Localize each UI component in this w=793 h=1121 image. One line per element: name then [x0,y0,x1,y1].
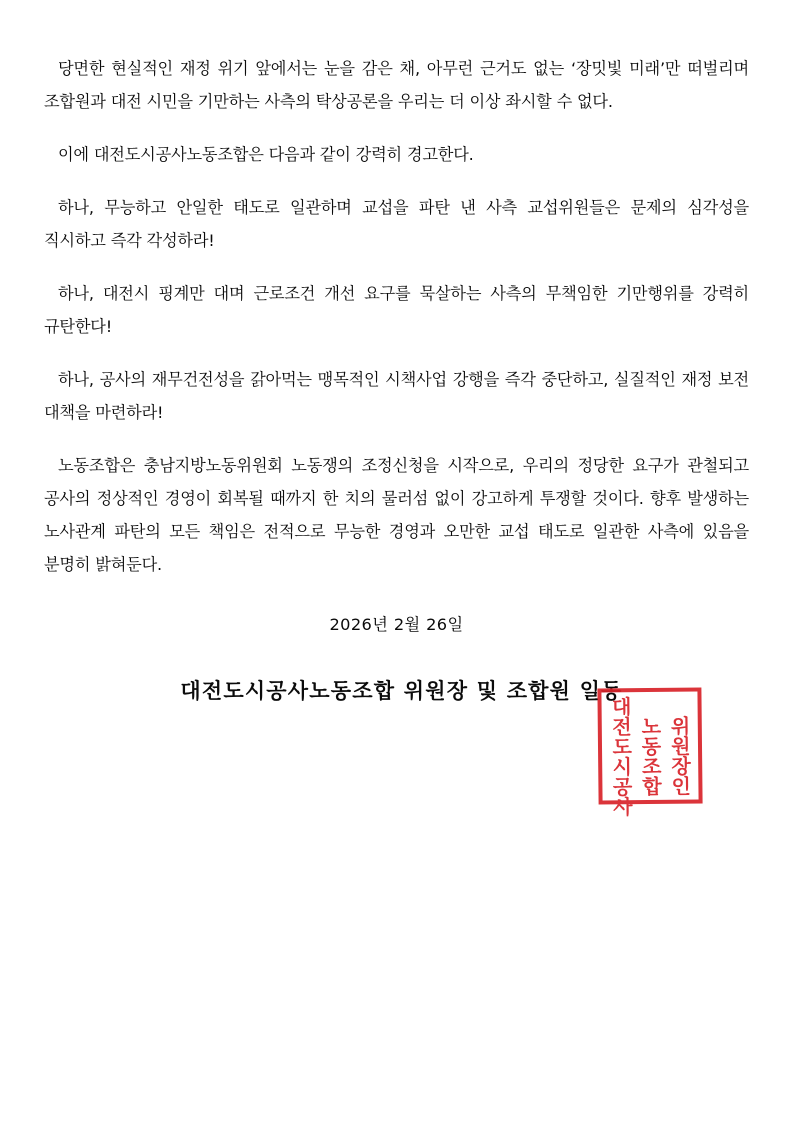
seal-column [664,696,695,816]
seal-column [635,696,666,816]
paragraph: 당면한 현실적인 재정 위기 앞에서는 눈을 감은 채, 아무런 근거도 없는 ‘장밋빛 미래’만 떠벌리며 조합원과 대전 시민을 기만하는 사측의 탁상공론을 우리는 더 이상 좌시할 수 없다. [44,59,749,111]
paragraph: 하나, 공사의 재무건전성을 갉아먹는 맹목적인 시책사업 강행을 즉각 중단하고, 실질적인 재정 보전 대책을 마련하라! [44,370,749,422]
seal-column-text: 노동조합 [637,715,663,797]
paragraph: 이에 대전도시공사노동조합은 다음과 같이 강력히 경고한다. [58,145,474,164]
statement-body [44,52,749,581]
seal-column-text: 위원장인 [667,715,692,796]
red-seal-stamp-icon [597,687,702,817]
paragraph: 하나, 대전시 핑계만 대며 근로조건 개선 요구를 묵살하는 사측의 무책임한 기만행위를 강력히 규탄한다! [44,284,749,336]
paragraph: 노동조합은 충남지방노동위원회 노동쟁의 조정신청을 시작으로, 우리의 정당한 요구가 관철되고 공사의 정상적인 경영이 회복될 때까지 한 치의 물러섬 없이 강고하게 투쟁할 것이다. 향후 발생하는 노사관계 파탄의 모든 책임은 전적으로 무능한 경영과 오만한 교섭 태도로 일관한 사측에 있음을 분명히 밝혀둔다. [44,456,749,574]
paragraph: 하나, 무능하고 안일한 태도로 일관하며 교섭을 파탄 낸 사측 교섭위원들은 문제의 심각성을 직시하고 즉각 각성하라! [44,198,749,250]
signature-text: 대전도시공사노동조합 위원장 및 조합원 일동 [180,679,623,703]
seal-column-text: 대전도시공사 [608,696,634,817]
seal-column [605,696,636,816]
document-date: 2026년 2월 26일 [329,615,464,634]
